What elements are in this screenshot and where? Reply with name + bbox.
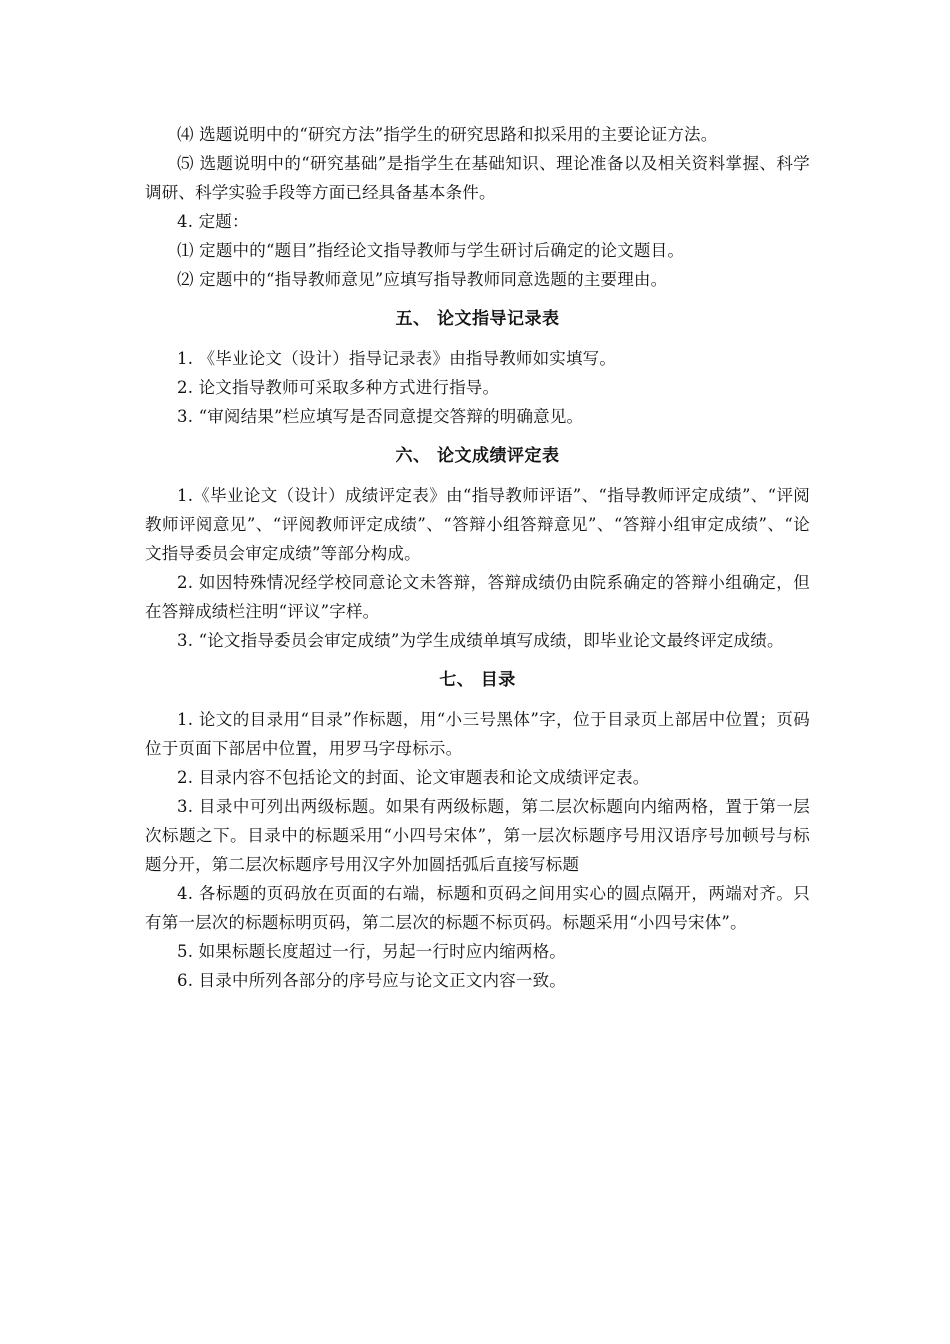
- paragraph-research-method: ⑷ 选题说明中的“研究方法”指学生的研究思路和拟采用的主要论证方法。: [177, 125, 718, 144]
- paragraph-grade-1: 1.《毕业论文（设计）成绩评定表》由“指导教师评语”、“指导教师评定成绩”、“评阅教师评阅意见”、“评阅教师评定成绩”、“答辩小组答辩意见”、“答辩小组审定成绩”、“论文指导委员会审定成绩”等部分构成。: [145, 486, 810, 563]
- document-page: [145, 120, 810, 995]
- paragraph-toc-1: 1. 论文的目录用“目录”作标题，用“小三号黑体”字，位于目录页上部居中位置；页码位于页面下部居中位置，用罗马字母标示。: [145, 710, 810, 758]
- section-heading-grade-evaluation: 六、 论文成绩评定表: [395, 446, 560, 466]
- paragraph-grade-2: 2. 如因特殊情况经学校同意论文未答辩，答辩成绩仍由院系确定的答辩小组确定，但在答辩成绩栏注明“评议”字样。: [145, 573, 810, 621]
- section-heading-table-of-contents: 七、 目录: [439, 670, 516, 690]
- paragraph-toc-5: 5. 如果标题长度超过一行，另起一行时应内缩两格。: [177, 942, 566, 961]
- paragraph-guidance-3: 3. “审阅结果”栏应填写是否同意提交答辩的明确意见。: [177, 407, 584, 426]
- paragraph-toc-6: 6. 目录中所列各部分的序号应与论文正文内容一致。: [177, 971, 566, 990]
- paragraph-toc-4: 4. 各标题的页码放在页面的右端，标题和页码之间用实心的圆点隔开，两端对齐。只有第一层次的标题标明页码，第二层次的标题不标页码。标题采用“小四号宋体”。: [145, 884, 810, 932]
- paragraph-guidance-1: 1. 《毕业论文（设计）指导记录表》由指导教师如实填写。: [177, 349, 617, 368]
- section-heading-guidance-record: 五、 论文指导记录表: [395, 309, 560, 329]
- paragraph-topic-advisor-opinion: ⑵ 定题中的“指导教师意见”应填写指导教师同意选题的主要理由。: [177, 270, 668, 289]
- paragraph-toc-2: 2. 目录内容不包括论文的封面、论文审题表和论文成绩评定表。: [177, 768, 650, 787]
- paragraph-toc-3: 3. 目录中可列出两级标题。如果有两级标题，第二层次标题向内缩两格，置于第一层次标题之下。目录中的标题采用“小四号宋体”，第一层次标题序号用汉语序号加顿号与标题分开，第二层次标题序号用汉字外加圆括弧后直接写标题: [145, 797, 810, 874]
- paragraph-guidance-2: 2. 论文指导教师可采取多种方式进行指导。: [177, 378, 500, 397]
- paragraph-grade-3: 3. “论文指导委员会审定成绩”为学生成绩单填写成绩，即毕业论文最终评定成绩。: [177, 631, 784, 650]
- paragraph-topic-heading: 4. 定题：: [177, 212, 249, 231]
- paragraph-topic-title: ⑴ 定题中的“题目”指经论文指导教师与学生研讨后确定的论文题目。: [177, 241, 685, 260]
- paragraph-research-basis: ⑸ 选题说明中的“研究基础”是指学生在基础知识、理论准备以及相关资料掌握、科学调研、科学实验手段等方面已经具备基本条件。: [145, 154, 810, 202]
